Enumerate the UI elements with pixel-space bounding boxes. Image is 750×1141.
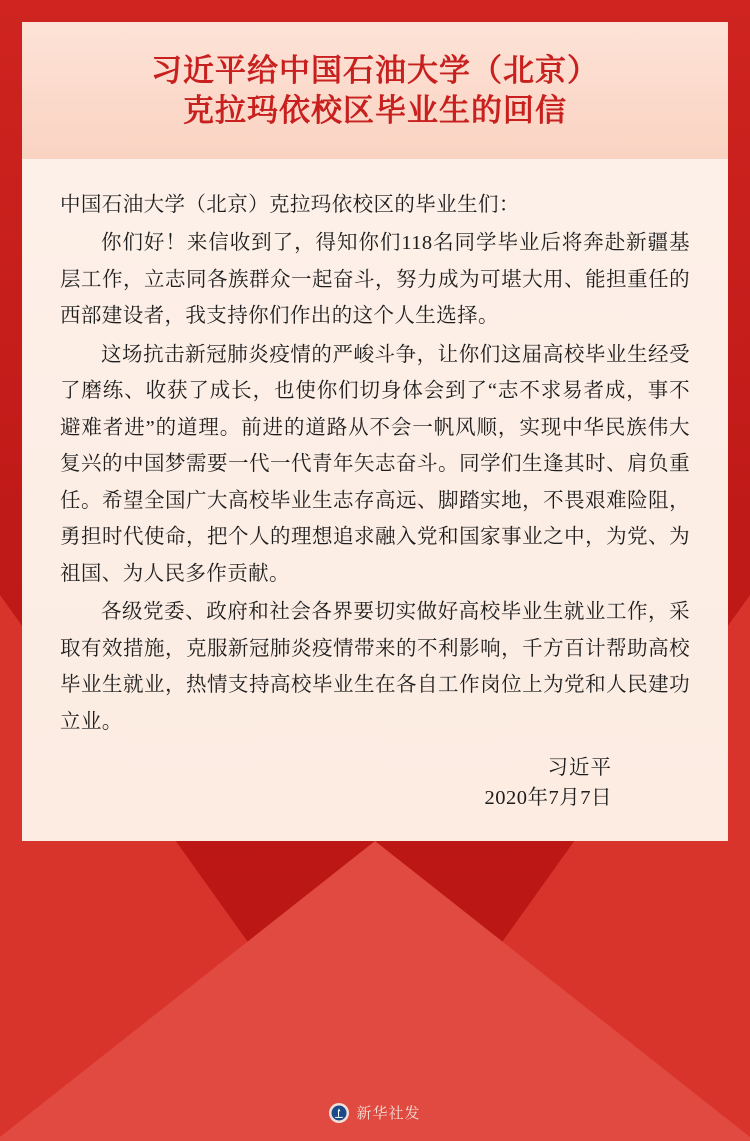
letter-paragraph-1: 你们好！来信收到了，得知你们118名同学毕业后将奔赴新疆基层工作，立志同各族群众一起奋斗，努力成为可堪大用、能担重任的西部建设者，我支持你们作出的这个人生选择。: [60, 232, 690, 328]
envelope-flap-bottom: [0, 841, 750, 1141]
letter-paragraph-3: 各级党委、政府和社会各界要切实做好高校毕业生就业工作，采取有效措施，克服新冠肺炎疫情带来的不利影响，千方百计帮助高校毕业生就业，热情支持高校毕业生在各自工作岗位上为党和人民建功立业。: [60, 601, 690, 733]
title-line-1: 习近平给中国石油大学（北京）: [151, 52, 599, 88]
credit-bar: [0, 1102, 750, 1123]
letter-body: [22, 159, 728, 841]
signature-date: 2020年7月7日: [484, 787, 612, 810]
title-line-2: 克拉玛依校区毕业生的回信: [183, 92, 567, 128]
letter-paragraph-2: 这场抗击新冠肺炎疫情的严峻斗争，让你们这届高校毕业生经受了磨练、收获了成长，也使你们切身体会到了“志不求易者成，事不避难者进”的道理。前进的道路从不会一帆风顺，实现中华民族伟大复兴的中国梦需要一代一代青年矢志奋斗。同学们生逢其时、肩负重任。希望全国广大高校毕业生志存高远、脚踏实地，不畏艰难险阻，勇担时代使命，把个人的理想追求融入党和国家事业之中，为党、为祖国、为人民多作贡献。: [60, 343, 690, 585]
title-banner: [22, 22, 728, 159]
signature-name: 习近平: [547, 757, 612, 780]
credit-text: 新华社发: [356, 1106, 421, 1122]
xinhua-logo-icon: [329, 1103, 349, 1123]
letter-salutation: 中国石油大学（北京）克拉玛依校区的毕业生们：: [60, 194, 520, 216]
